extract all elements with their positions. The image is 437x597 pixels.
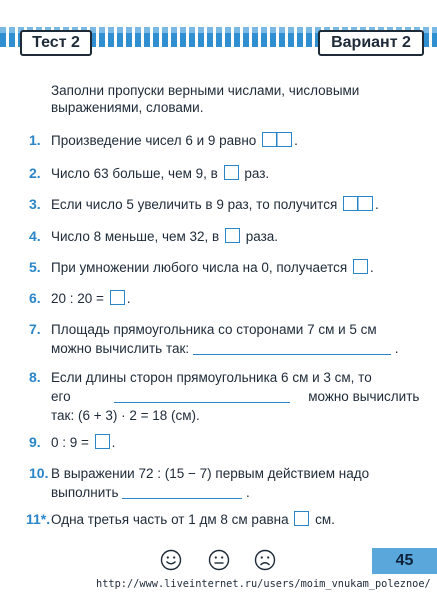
answer-box[interactable] bbox=[110, 290, 125, 305]
task-text: В выражении 72 : (15 − 7) первым действием надо bbox=[51, 466, 370, 481]
task-number: 2. bbox=[29, 165, 41, 181]
task-number: 5. bbox=[29, 259, 41, 275]
page-number: 45 bbox=[372, 548, 437, 574]
task-text: Одна третья часть от 1 дм 8 см равна bbox=[51, 512, 289, 527]
task-number: 4. bbox=[29, 228, 41, 244]
task-number: 9. bbox=[29, 434, 41, 450]
task-text: 20 : 20 = bbox=[51, 291, 104, 306]
task-text: выполнить bbox=[51, 485, 119, 500]
answer-box[interactable] bbox=[353, 259, 368, 274]
task-text-end: . bbox=[111, 435, 116, 450]
task-text: 0 : 9 = bbox=[51, 435, 89, 450]
task-number: 10. bbox=[29, 465, 49, 481]
answer-box[interactable] bbox=[294, 511, 309, 526]
task-text: Число 8 меньше, чем 32, в bbox=[51, 229, 220, 244]
answer-line[interactable] bbox=[114, 401, 290, 403]
self-assessment bbox=[160, 549, 280, 573]
smile-face-icon[interactable] bbox=[160, 549, 182, 571]
task-text-end: . bbox=[394, 341, 399, 356]
task-number: 8. bbox=[29, 369, 41, 385]
task-number: 11*. bbox=[26, 511, 51, 527]
answer-line[interactable] bbox=[122, 497, 242, 499]
task-text-end: раза. bbox=[245, 229, 279, 244]
task-number: 7. bbox=[29, 321, 41, 337]
task-text-end: . bbox=[369, 260, 374, 275]
task-text-end: . bbox=[126, 291, 131, 306]
task-text: можно вычислить bbox=[308, 389, 420, 404]
task-number: 6. bbox=[29, 290, 41, 306]
task-text: Площадь прямоугольника со сторонами 7 см и 5 см bbox=[51, 322, 377, 337]
task-number: 1. bbox=[29, 132, 41, 148]
task-text-end: раз. bbox=[244, 166, 270, 181]
task-text: Число 63 больше, чем 9, в bbox=[51, 166, 218, 181]
test-label: Тест 2 bbox=[20, 30, 92, 56]
answer-box-double[interactable] bbox=[262, 132, 292, 147]
task-text-end: . bbox=[375, 197, 379, 212]
task-text-end: . bbox=[294, 133, 298, 148]
task-text-end: см. bbox=[315, 512, 335, 527]
source-url: http://www.liveinternet.ru/users/moim_vnukam_poleznoe/ bbox=[96, 578, 431, 590]
task-text: можно вычислить так: bbox=[51, 341, 190, 356]
task-text: Если число 5 увеличить в 9 раз, то получится bbox=[51, 197, 338, 212]
instructions: Заполни пропуски верными числами, числовыми выражениями, словами. bbox=[51, 83, 360, 115]
answer-box-double[interactable] bbox=[343, 196, 373, 211]
sad-face-icon[interactable] bbox=[254, 549, 276, 571]
answer-box[interactable] bbox=[225, 228, 240, 243]
variant-label: Вариант 2 bbox=[318, 30, 424, 56]
answer-box[interactable] bbox=[95, 434, 110, 449]
task-text: так: (6 + 3) · 2 = 18 (см). bbox=[51, 408, 200, 423]
task-text: Произведение чисел 6 и 9 равно bbox=[51, 133, 257, 148]
task-text: его bbox=[51, 389, 71, 404]
task-text: Если длины сторон прямоугольника 6 см и 3 см, то bbox=[51, 370, 372, 385]
answer-box[interactable] bbox=[224, 165, 239, 180]
task-text-end: . bbox=[246, 485, 250, 500]
task-number: 3. bbox=[29, 196, 41, 212]
task-text: При умножении любого числа на 0, получается bbox=[51, 260, 348, 275]
neutral-face-icon[interactable] bbox=[208, 549, 230, 571]
answer-line[interactable] bbox=[193, 353, 391, 355]
